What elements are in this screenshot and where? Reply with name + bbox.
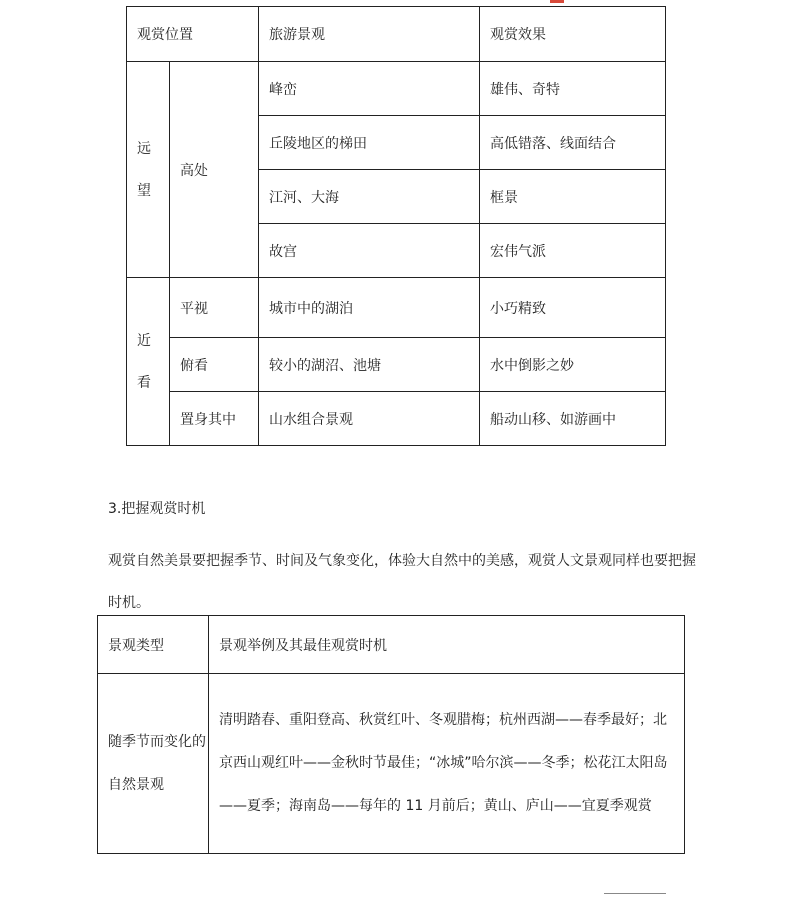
effect-cell: 框景 (480, 170, 666, 224)
table-row (127, 338, 666, 392)
effect-cell: 雄伟、奇特 (480, 62, 666, 116)
scene-cell: 山水组合景观 (259, 392, 480, 446)
far-view-label: 远 望 (127, 62, 170, 278)
scene-cell: 城市中的湖泊 (259, 278, 480, 338)
header-cell: 观赏位置 (127, 7, 259, 62)
table-row (127, 62, 666, 116)
effect-cell: 小巧精致 (480, 278, 666, 338)
effect-cell: 高低错落、线面结合 (480, 116, 666, 170)
table-row (98, 674, 685, 854)
footer-rule (604, 893, 666, 894)
section-paragraph: 观赏自然美景要把握季节、时间及气象变化，体验大自然中的美感，观赏人文景观同样也要把握时机。 (108, 553, 696, 611)
header-cell: 景观类型 (98, 616, 209, 674)
position-cell: 俯看 (170, 338, 259, 392)
position-cell: 置身其中 (170, 392, 259, 446)
effect-cell: 船动山移、如游画中 (480, 392, 666, 446)
header-cell: 旅游景观 (259, 7, 480, 62)
scene-cell: 江河、大海 (259, 170, 480, 224)
header-cell: 景观举例及其最佳观赏时机 (209, 616, 685, 674)
viewing-time-table (97, 615, 685, 854)
header-cell: 观赏效果 (480, 7, 666, 62)
scene-cell: 丘陵地区的梯田 (259, 116, 480, 170)
scene-cell: 峰峦 (259, 62, 480, 116)
landscape-type-cell: 随季节而变化的自然景观 (98, 674, 209, 854)
effect-cell: 水中倒影之妙 (480, 338, 666, 392)
effect-cell: 宏伟气派 (480, 224, 666, 278)
table-header-row (127, 7, 666, 62)
position-cell: 平视 (170, 278, 259, 338)
table-row (127, 392, 666, 446)
scene-cell: 故宫 (259, 224, 480, 278)
scene-cell: 较小的湖沼、池塘 (259, 338, 480, 392)
viewing-position-table (126, 6, 666, 446)
section-heading: 3.把握观赏时机 (108, 501, 206, 517)
high-position-label: 高处 (170, 62, 259, 278)
table-row (127, 278, 666, 338)
table-header-row (98, 616, 685, 674)
landscape-example-cell: 清明踏春、重阳登高、秋赏红叶、冬观腊梅；杭州西湖——春季最好；北京西山观红叶——金秋时节最佳；“冰城”哈尔滨——冬季；松花江太阳岛——夏季；海南岛——每年的 11 月前后；黄山、庐山——宜夏季观赏 (209, 674, 685, 854)
near-view-label: 近 看 (127, 278, 170, 446)
red-mark-decoration (550, 0, 564, 3)
